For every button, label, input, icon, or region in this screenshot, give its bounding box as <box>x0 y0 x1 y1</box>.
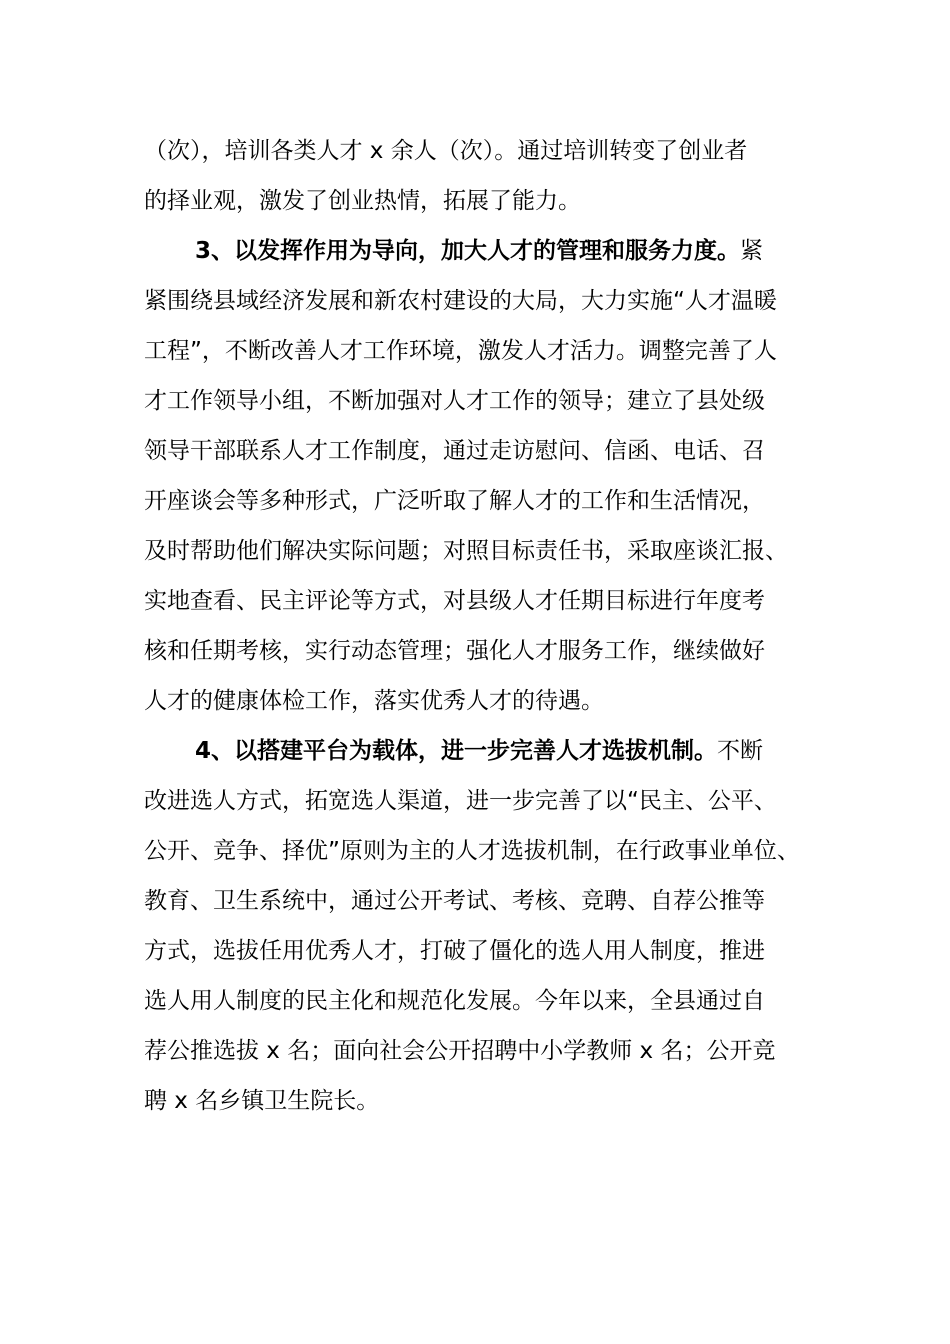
text-line: 紧围绕县域经济发展和新农村建设的大局，大力实施“人才温暖 <box>144 288 777 314</box>
text-line: 的择业观，激发了创业热情，拓展了能力。 <box>144 188 581 214</box>
paragraph-talent-selection <box>144 726 810 1126</box>
text-line: 实地查看、民主评论等方式，对县级人才任期目标进行年度考 <box>144 588 765 614</box>
text-line: 选人用人制度的民主化和规范化发展。今年以来，全县通过自 <box>144 988 765 1014</box>
text-line: 才工作领导小组，不断加强对人才工作的领导；建立了县处级 <box>144 388 765 414</box>
text-line: 核和任期考核，实行动态管理；强化人才服务工作，继续做好 <box>144 638 765 664</box>
paragraph-first-line <box>144 726 810 776</box>
text-line: 改进选人方式，拓宽选人渠道，进一步完善了以“民主、公平、 <box>144 788 777 814</box>
text-line: 教育、卫生系统中，通过公开考试、考核、竞聘、自荐公推等 <box>144 888 765 914</box>
section-heading-4: 4、以搭建平台为载体，进一步完善人才选拔机制。 <box>195 738 718 764</box>
paragraph-first-line <box>144 226 810 276</box>
text-line: 人才的健康体检工作，落实优秀人才的待遇。 <box>144 688 604 714</box>
text-line: 公开、竞争、择优”原则为主的人才选拔机制，在行政事业单位、 <box>144 838 800 864</box>
text-line: 方式，选拔任用优秀人才，打破了僵化的选人用人制度，推进 <box>144 938 765 964</box>
text-line: 开座谈会等多种形式，广泛听取了解人才的工作和生活情况， <box>144 488 765 514</box>
paragraph-talent-management <box>144 226 810 726</box>
text-line: 领导干部联系人才工作制度，通过走访慰问、信函、电话、召 <box>144 438 765 464</box>
document-body <box>144 126 810 1126</box>
text-line: 及时帮助他们解决实际问题；对照目标责任书，采取座谈汇报、 <box>144 538 788 564</box>
paragraph-training-summary <box>144 126 810 226</box>
text-line: 荐公推选拔 x 名；面向社会公开招聘中小学教师 x 名；公开竞 <box>144 1038 776 1064</box>
text-run: 紧 <box>740 238 764 264</box>
text-line: 工程”，不断改善人才工作环境，激发人才活力。调整完善了人 <box>144 338 777 364</box>
text-line: （次），培训各类人才 x 余人（次）。通过培训转变了创业者 <box>144 138 748 164</box>
text-run: 不断 <box>717 738 764 764</box>
text-line: 聘 x 名乡镇卫生院长。 <box>144 1088 380 1114</box>
section-heading-3: 3、以发挥作用为导向，加大人才的管理和服务力度。 <box>195 238 741 264</box>
